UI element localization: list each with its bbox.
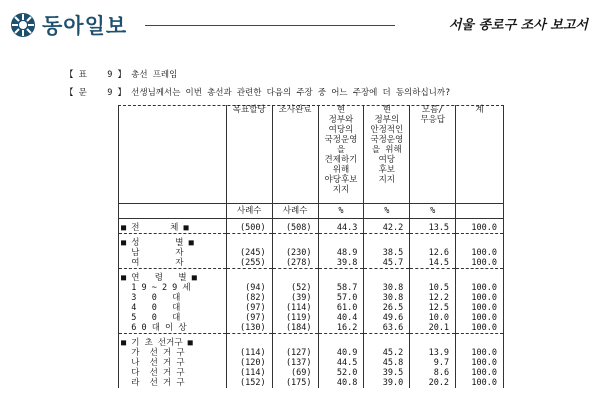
row-label: 여 자 [119, 258, 227, 269]
cell-value: (245) [226, 248, 272, 258]
cell-value [318, 273, 364, 283]
cell-value: (152) [226, 378, 272, 388]
cell-value: 100.0 [456, 358, 504, 368]
unit-cell: % [364, 204, 410, 219]
cell-value: 12.5 [410, 303, 456, 313]
cell-value: 100.0 [456, 248, 504, 258]
cell-value: 16.2 [318, 323, 364, 334]
cell-value [364, 273, 410, 283]
unit-cell: % [410, 204, 456, 219]
cell-value: 44.5 [318, 358, 364, 368]
cell-value: 45.7 [364, 258, 410, 269]
cell-value: 100.0 [456, 368, 504, 378]
logo-text: 동아일보 [42, 14, 128, 38]
cell-value [410, 338, 456, 348]
cell-value [364, 238, 410, 248]
cell-value: 26.5 [364, 303, 410, 313]
report-title: 서울 종로구 조사 보고서 [448, 18, 588, 33]
col-header: 목표할당 [226, 105, 272, 204]
cell-value: 20.2 [410, 378, 456, 388]
row-label: 가 선 거 구 [119, 348, 227, 358]
cell-value: (97) [226, 313, 272, 323]
table-row [119, 293, 504, 303]
cell-value: (120) [226, 358, 272, 368]
cell-value: 45.2 [364, 348, 410, 358]
cell-value [456, 338, 504, 348]
cell-value: 40.4 [318, 313, 364, 323]
cell-value: (69) [272, 368, 318, 378]
cell-value: 30.8 [364, 293, 410, 303]
table-row [119, 273, 504, 283]
header-rule [145, 25, 395, 26]
cell-value: (278) [272, 258, 318, 269]
cell-value: 100.0 [456, 313, 504, 323]
cell-value: (119) [272, 313, 318, 323]
col-header: 현 정부와 여당의 국정운영 을 견제하기 위해 야당후보 지지 [318, 105, 364, 204]
row-label: 4 0 대 [119, 303, 227, 313]
cell-value: (137) [272, 358, 318, 368]
row-label: ■ 기 초 선거구 ■ [119, 338, 227, 348]
cell-value: 100.0 [456, 293, 504, 303]
cell-value: 39.0 [364, 378, 410, 388]
table-row [119, 303, 504, 313]
cell-value: 100.0 [456, 323, 504, 334]
cell-value: 42.2 [364, 223, 410, 234]
cell-value: 39.5 [364, 368, 410, 378]
cell-value [456, 238, 504, 248]
table-row [119, 248, 504, 258]
cell-value: 20.1 [410, 323, 456, 334]
cell-value [272, 238, 318, 248]
col-header: 현 정부의 안정적인 국정운영 을 위해 여당 후보 지지 [364, 105, 410, 204]
cell-value: 61.0 [318, 303, 364, 313]
cell-value [318, 338, 364, 348]
cell-value: 38.5 [364, 248, 410, 258]
cell-value: 8.6 [410, 368, 456, 378]
table-row [119, 223, 504, 234]
logo-emblem-icon [10, 12, 36, 38]
cell-value [226, 273, 272, 283]
table-row [119, 368, 504, 378]
table-row [119, 323, 504, 334]
cell-value: 58.7 [318, 283, 364, 293]
row-label: ■ 전 체 ■ [119, 223, 227, 234]
table-row [119, 283, 504, 293]
cell-value: 100.0 [456, 283, 504, 293]
table-row [119, 238, 504, 248]
cell-value: (82) [226, 293, 272, 303]
logo [10, 10, 127, 40]
row-label: 라 선 거 구 [119, 378, 227, 388]
row-label: ■ 성 별 ■ [119, 238, 227, 248]
unit-cell: 사례수 [226, 204, 272, 219]
cell-value: 40.9 [318, 348, 364, 358]
cell-value: (97) [226, 303, 272, 313]
cell-value: 48.9 [318, 248, 364, 258]
row-label: 1 9 ~ 2 9 세 [119, 283, 227, 293]
row-label: 5 0 대 [119, 313, 227, 323]
row-label: 나 선 거 구 [119, 358, 227, 368]
col-header: 모름/ 무응답 [410, 105, 456, 204]
row-label: 3 0 대 [119, 293, 227, 303]
header-blank [119, 105, 227, 204]
cell-value: (508) [272, 223, 318, 234]
cell-value: (130) [226, 323, 272, 334]
cell-value: (184) [272, 323, 318, 334]
cell-value: (230) [272, 248, 318, 258]
table-row [119, 358, 504, 368]
cell-value: 40.8 [318, 378, 364, 388]
table-row [119, 313, 504, 323]
cell-value [364, 338, 410, 348]
cell-value [410, 273, 456, 283]
cell-value: 100.0 [456, 378, 504, 388]
cell-value: 10.0 [410, 313, 456, 323]
cell-value: 100.0 [456, 303, 504, 313]
cell-value: 13.5 [410, 223, 456, 234]
cell-value: 13.9 [410, 348, 456, 358]
unit-row [119, 204, 504, 219]
header-row [119, 105, 504, 204]
cell-value: (255) [226, 258, 272, 269]
cell-value: 52.0 [318, 368, 364, 378]
cell-value: (114) [226, 368, 272, 378]
cell-value: 14.5 [410, 258, 456, 269]
cell-value [318, 238, 364, 248]
cell-value: (39) [272, 293, 318, 303]
cell-value: 100.0 [456, 348, 504, 358]
cell-value: (127) [272, 348, 318, 358]
cell-value: 57.0 [318, 293, 364, 303]
cell-value: 10.5 [410, 283, 456, 293]
cell-value: 39.8 [318, 258, 364, 269]
cell-value: 44.3 [318, 223, 364, 234]
cell-value: 100.0 [456, 223, 504, 234]
row-label: 남 자 [119, 248, 227, 258]
cell-value: (94) [226, 283, 272, 293]
cell-value: (500) [226, 223, 272, 234]
cell-value [272, 273, 318, 283]
cell-value: 30.8 [364, 283, 410, 293]
cell-value [226, 238, 272, 248]
table-row [119, 378, 504, 388]
cell-value [456, 273, 504, 283]
row-label: 6 0 대 이 상 [119, 323, 227, 334]
cell-value: (114) [272, 303, 318, 313]
cell-value: 12.6 [410, 248, 456, 258]
cell-value: 9.7 [410, 358, 456, 368]
unit-cell: 사례수 [272, 204, 318, 219]
table-row [119, 258, 504, 269]
cell-value [226, 338, 272, 348]
table-row [119, 338, 504, 348]
cell-value: 63.6 [364, 323, 410, 334]
unit-cell: % [318, 204, 364, 219]
table-body [119, 219, 504, 389]
cell-value [272, 338, 318, 348]
cell-value: (175) [272, 378, 318, 388]
unit-cell [456, 204, 504, 219]
col-header: 계 [456, 105, 504, 204]
crosstab-table [118, 105, 504, 388]
row-label: 다 선 거 구 [119, 368, 227, 378]
cell-value: 49.6 [364, 313, 410, 323]
question-label: 【 문 9 】 선생님께서는 이번 총선과 관련한 다음의 주장 중 어느 주장에 더 동의하십니까? [65, 88, 451, 98]
col-header: 조사완료 [272, 105, 318, 204]
cell-value: 100.0 [456, 258, 504, 269]
cell-value: 12.2 [410, 293, 456, 303]
table-label: 【 표 9 】 총선 프레임 [65, 70, 178, 80]
cell-value [410, 238, 456, 248]
cell-value: 45.8 [364, 358, 410, 368]
row-label: ■ 연 령 별 ■ [119, 273, 227, 283]
table-row [119, 348, 504, 358]
cell-value: (52) [272, 283, 318, 293]
cell-value: (114) [226, 348, 272, 358]
